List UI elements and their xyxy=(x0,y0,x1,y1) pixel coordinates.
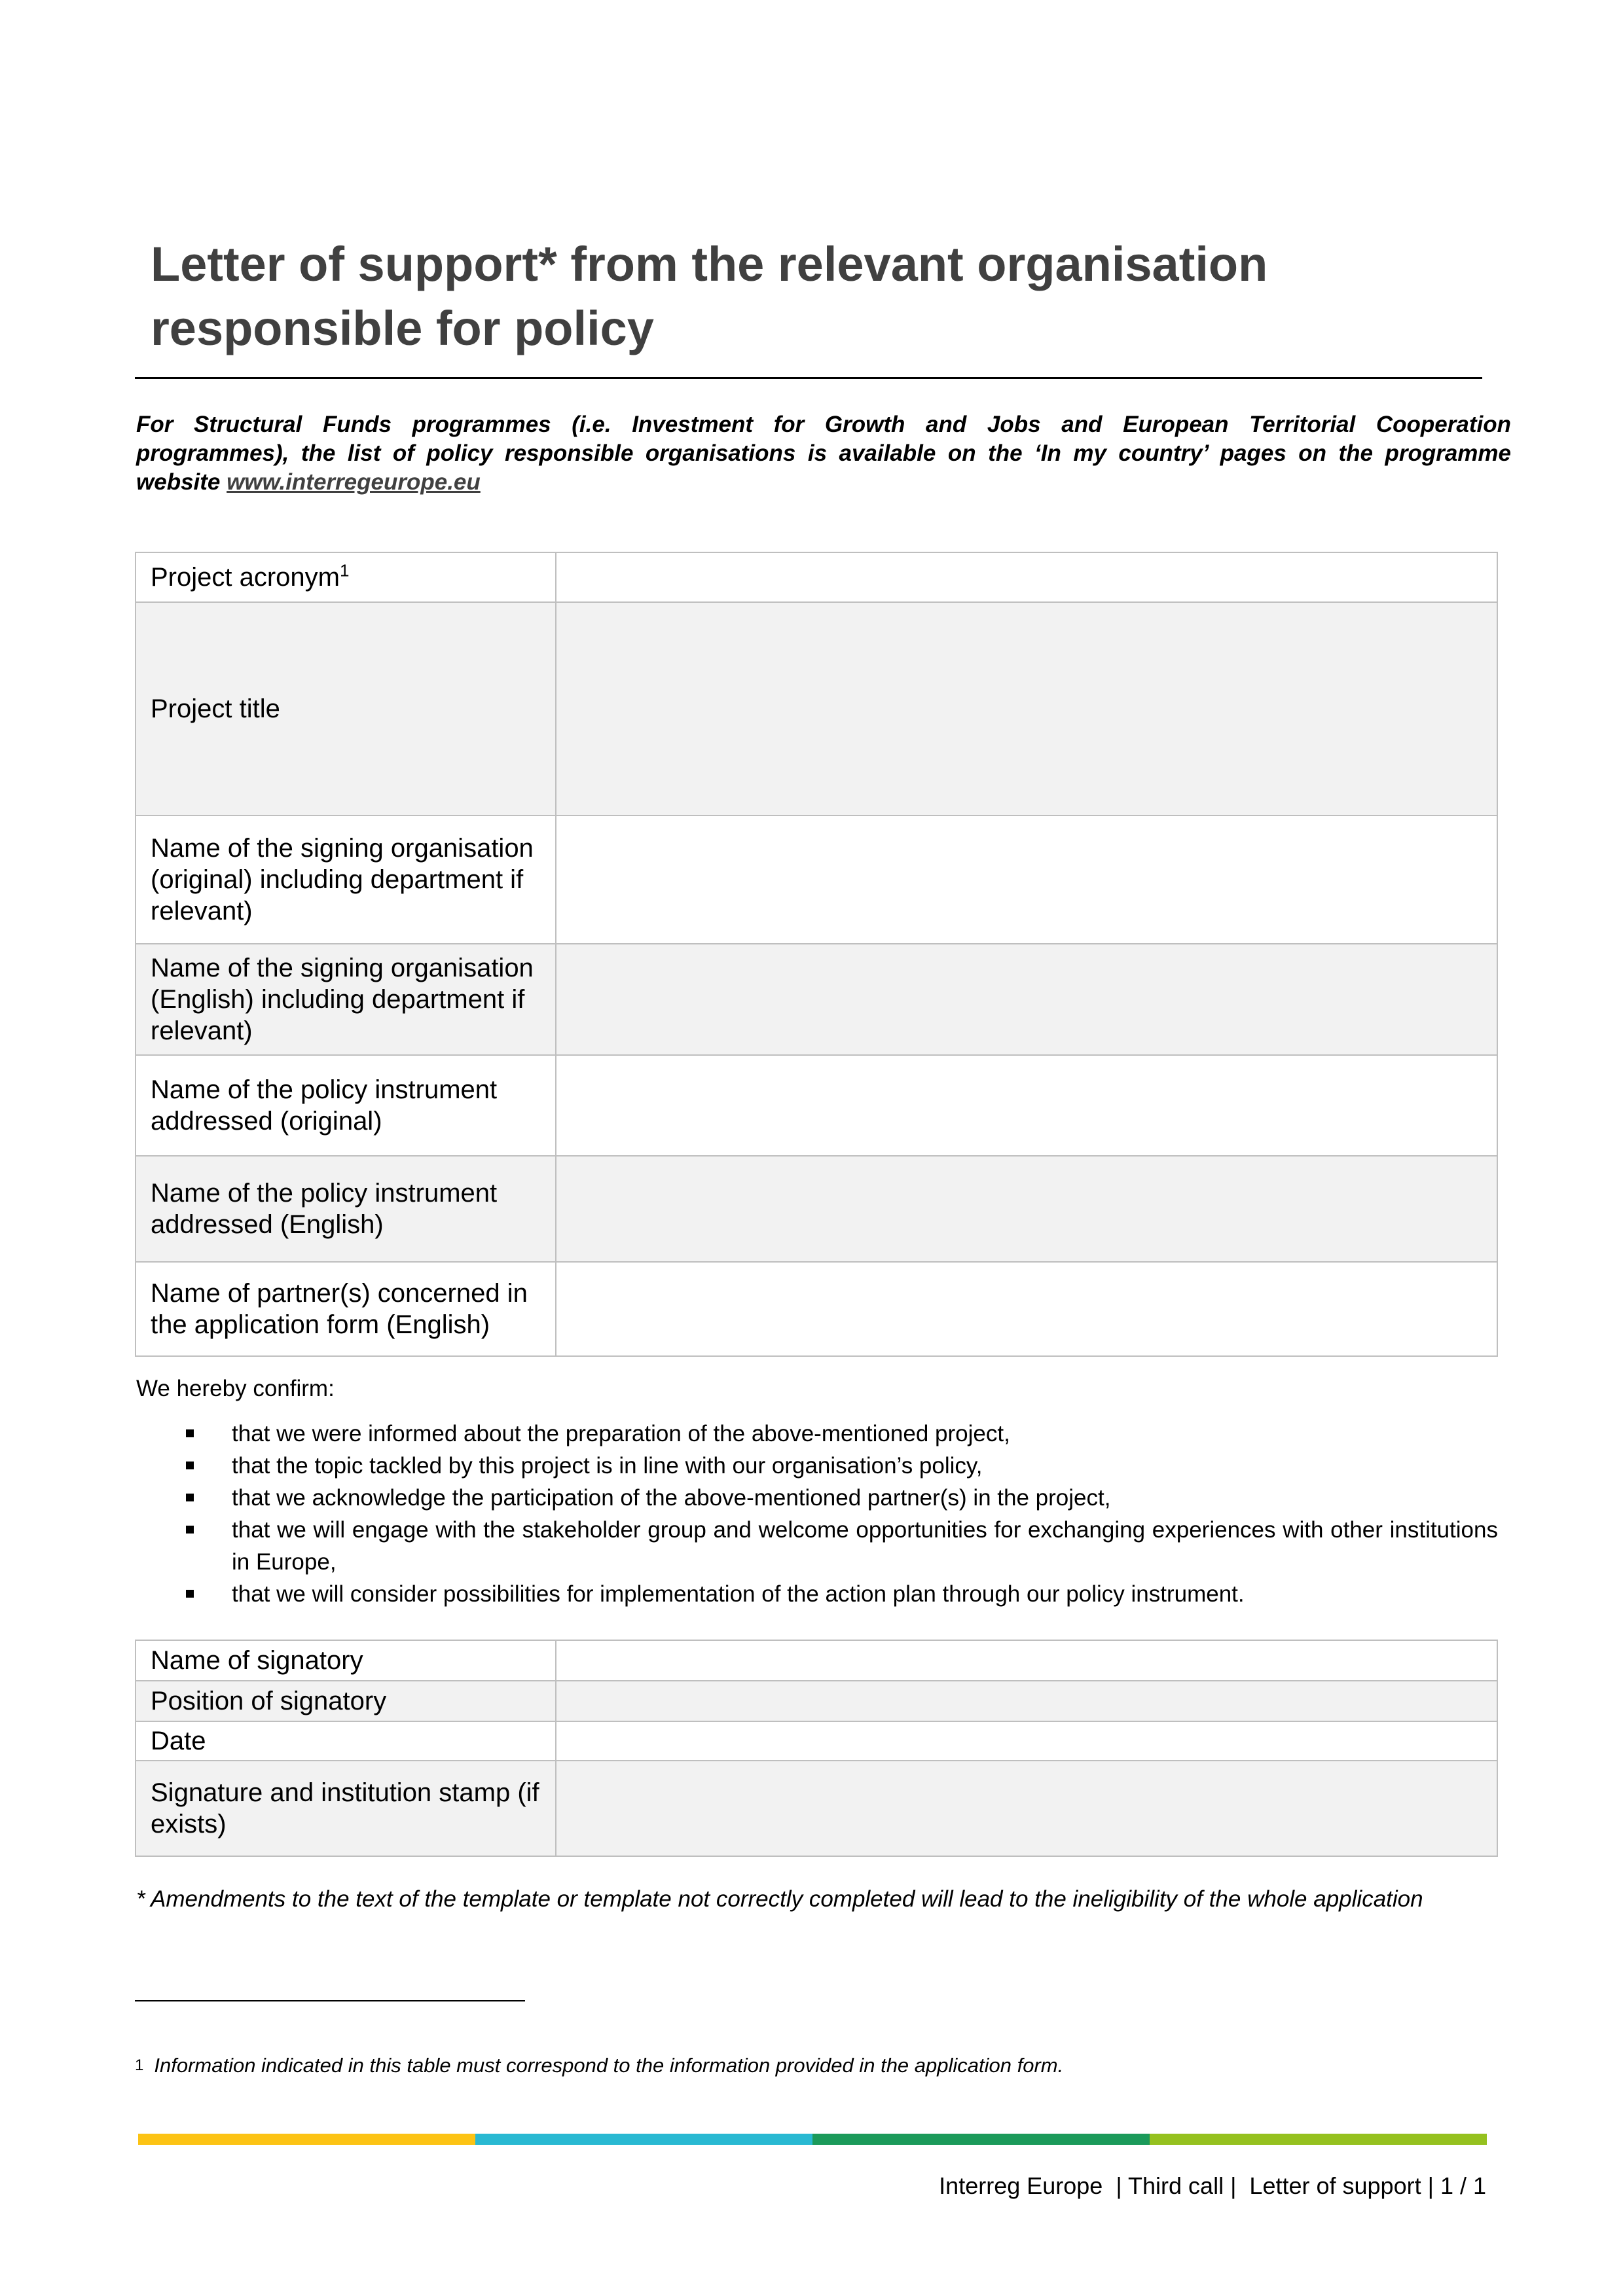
confirmation-heading: We hereby confirm: xyxy=(136,1376,335,1401)
table-row xyxy=(136,1721,1497,1761)
color-segment-yellow xyxy=(138,2134,475,2145)
color-segment-cyan xyxy=(475,2134,812,2145)
table-row xyxy=(136,552,1497,602)
footnote-reference[interactable]: 1 xyxy=(339,560,350,581)
table-row xyxy=(136,816,1497,944)
policy-instrument-original-label: Name of the policy instrument addressed (original) xyxy=(136,1055,556,1156)
policy-instrument-original-field[interactable] xyxy=(556,1055,1497,1156)
policy-instrument-english-label: Name of the policy instrument addressed (English) xyxy=(136,1156,556,1262)
confirmation-list xyxy=(136,1418,1498,1610)
brand-color-bar xyxy=(138,2134,1487,2145)
footnote xyxy=(135,2053,1444,2079)
square-bullet-icon xyxy=(186,1494,194,1501)
signing-org-original-field[interactable] xyxy=(556,816,1497,944)
signing-org-english-field[interactable] xyxy=(556,944,1497,1055)
signing-org-english-label: Name of the signing organisation (English) including department if relevant) xyxy=(136,944,556,1055)
project-title-label: Project title xyxy=(136,602,556,816)
project-title-field[interactable] xyxy=(556,602,1497,816)
footnote-mark: 1 xyxy=(135,2056,144,2074)
table-row xyxy=(136,1640,1497,1681)
square-bullet-icon xyxy=(186,1429,194,1437)
square-bullet-icon xyxy=(186,1590,194,1598)
intro-line-3 xyxy=(136,468,1511,497)
footnote-text: Information indicated in this table must correspond to the information provided in the application form. xyxy=(154,2054,1064,2077)
intro-paragraph xyxy=(136,410,1511,497)
signatory-table xyxy=(135,1640,1498,1857)
table-row xyxy=(136,1156,1497,1262)
list-item: that we will engage with the stakeholder group and welcome opportunities for exchanging experiences with other institutions in Europe, xyxy=(136,1514,1498,1578)
table-row xyxy=(136,602,1497,816)
square-bullet-icon xyxy=(186,1526,194,1534)
table-row xyxy=(136,1262,1497,1356)
signatory-position-field[interactable] xyxy=(556,1681,1497,1721)
table-row xyxy=(136,1761,1497,1856)
list-item: that we were informed about the preparation of the above-mentioned project, xyxy=(136,1418,1498,1450)
intro-line-3-prefix: website xyxy=(136,469,227,495)
date-label: Date xyxy=(136,1721,556,1761)
signatory-position-label: Position of signatory xyxy=(136,1681,556,1721)
title-line-1: Letter of support* from the relevant organisation xyxy=(151,237,1268,291)
signatory-name-field[interactable] xyxy=(556,1640,1497,1681)
policy-instrument-english-field[interactable] xyxy=(556,1156,1497,1262)
list-item: that the topic tackled by this project is in line with our organisation’s policy, xyxy=(136,1450,1498,1482)
signing-org-original-label: Name of the signing organisation (original) including department if relevant) xyxy=(136,816,556,944)
table-row xyxy=(136,1055,1497,1156)
date-field[interactable] xyxy=(556,1721,1497,1761)
partners-concerned-label: Name of partner(s) concerned in the application form (English) xyxy=(136,1262,556,1356)
footnote-divider xyxy=(135,2000,525,2001)
color-segment-lime xyxy=(1150,2134,1487,2145)
signature-stamp-label: Signature and institution stamp (if exists) xyxy=(136,1761,556,1856)
list-item: that we will consider possibilities for implementation of the action plan through our policy instrument. xyxy=(136,1578,1498,1610)
project-acronym-field[interactable] xyxy=(556,552,1497,602)
intro-line-2: programmes), the list of policy responsible organisations is available on the ‘In my country’ pages on the programme xyxy=(136,440,1511,466)
amendments-note: * Amendments to the text of the template or template not correctly completed will lead to the ineligibility of the whole application xyxy=(136,1886,1423,1912)
partners-concerned-field[interactable] xyxy=(556,1262,1497,1356)
square-bullet-icon xyxy=(186,1462,194,1469)
table-row xyxy=(136,944,1497,1055)
intro-line-1: For Structural Funds programmes (i.e. Investment for Growth and Jobs and European Territorial Cooperation xyxy=(136,412,1511,437)
table-row xyxy=(136,1681,1497,1721)
programme-website-link[interactable]: www.interregeurope.eu xyxy=(227,469,481,495)
project-acronym-label: Project acronym$^1$ xyxy=(136,552,556,602)
list-item: that we acknowledge the participation of the above-mentioned partner(s) in the project, xyxy=(136,1482,1498,1514)
document-title xyxy=(151,232,1493,361)
signatory-name-label: Name of signatory xyxy=(136,1640,556,1681)
title-divider xyxy=(135,377,1482,379)
page-footer: Interreg Europe | Third call | Letter of support | 1 / 1 xyxy=(939,2172,1486,2199)
signature-stamp-field[interactable] xyxy=(556,1761,1497,1856)
project-info-table xyxy=(135,552,1498,1357)
color-segment-green xyxy=(812,2134,1150,2145)
title-line-2: responsible for policy xyxy=(151,301,654,355)
